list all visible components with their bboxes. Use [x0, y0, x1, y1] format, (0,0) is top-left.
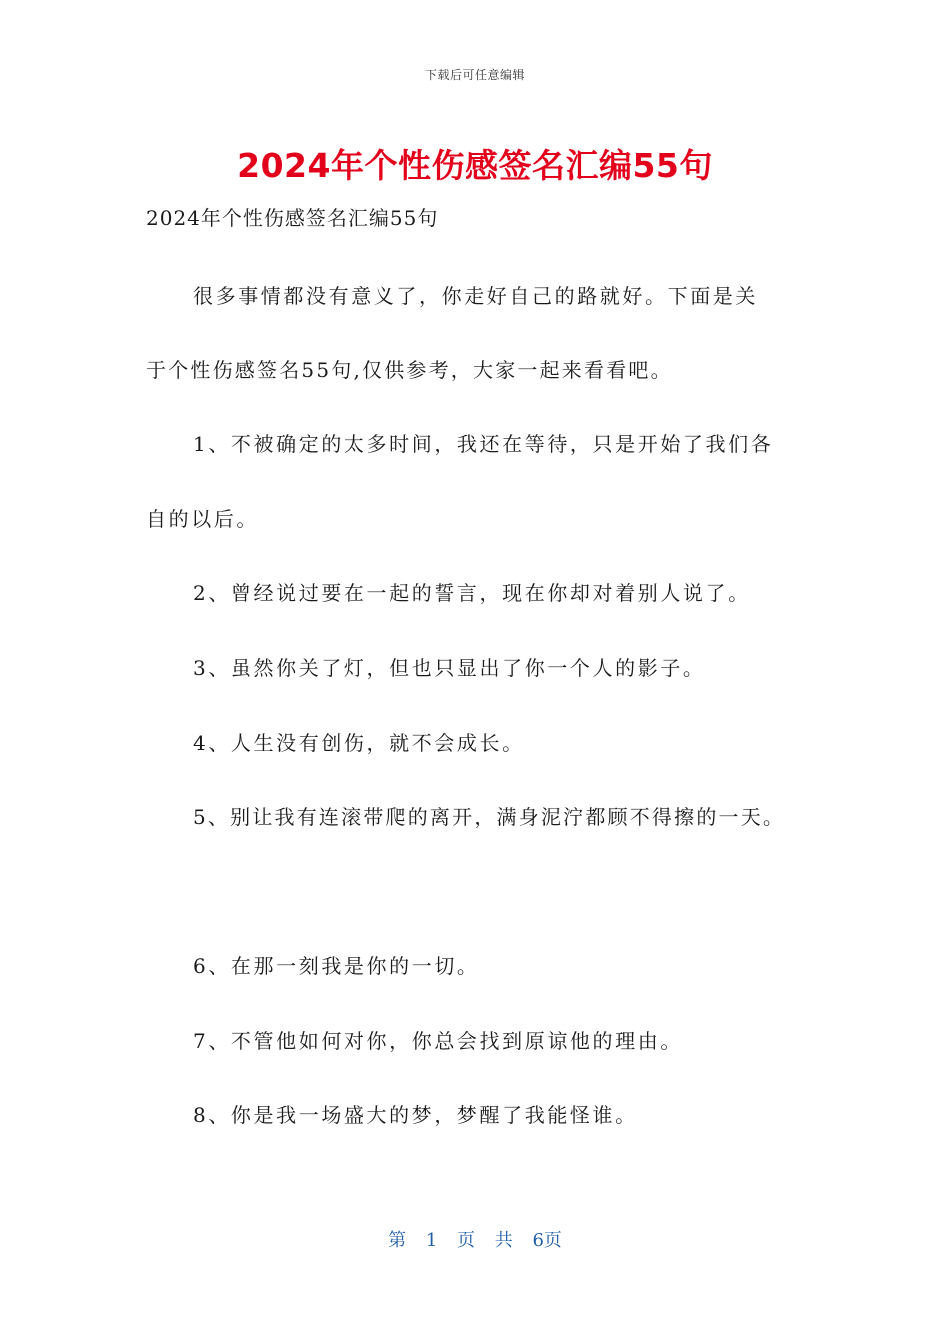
- footer-total-prefix: 共: [494, 1230, 513, 1251]
- paragraph-line: 4、人生没有创伤，就不会成长。: [193, 731, 525, 755]
- page-footer: [0, 1226, 950, 1252]
- paragraph-line: 8、你是我一场盛大的梦，梦醒了我能怪谁。: [193, 1103, 638, 1127]
- header-note: 下载后可任意编辑: [424, 68, 525, 82]
- paragraph-line: 很多事情都没有意义了，你走好自己的路就好。下面是关: [193, 284, 758, 308]
- paragraph-line: 2、曾经说过要在一起的誓言，现在你却对着别人说了。: [193, 581, 751, 605]
- paragraph-line: 6、在那一刻我是你的一切。: [193, 954, 480, 978]
- document-title: 2024年个性伤感签名汇编55句: [237, 146, 713, 185]
- paragraph-line: 7、不管他如何对你，你总会找到原谅他的理由。: [193, 1029, 683, 1053]
- paragraph-line: 于个性伤感签名55句,仅供参考，大家一起来看看吧。: [146, 358, 673, 382]
- paragraph-line: 自的以后。: [146, 507, 259, 531]
- paragraph-line: 5、别让我有连滚带爬的离开，满身泥泞都顾不得擦的一天。: [193, 805, 786, 829]
- subtitle-line: 2024年个性伤感签名汇编55句: [146, 206, 439, 230]
- footer-prefix: 第: [388, 1230, 407, 1251]
- footer-total-pages: 6页: [532, 1230, 562, 1251]
- footer-page-number: 1: [425, 1230, 438, 1251]
- paragraph-line: 3、虽然你关了灯，但也只显出了你一个人的影子。: [193, 656, 706, 680]
- footer-page-word: 页: [457, 1230, 475, 1251]
- paragraph-line: 1、不被确定的太多时间，我还在等待，只是开始了我们各: [193, 432, 774, 456]
